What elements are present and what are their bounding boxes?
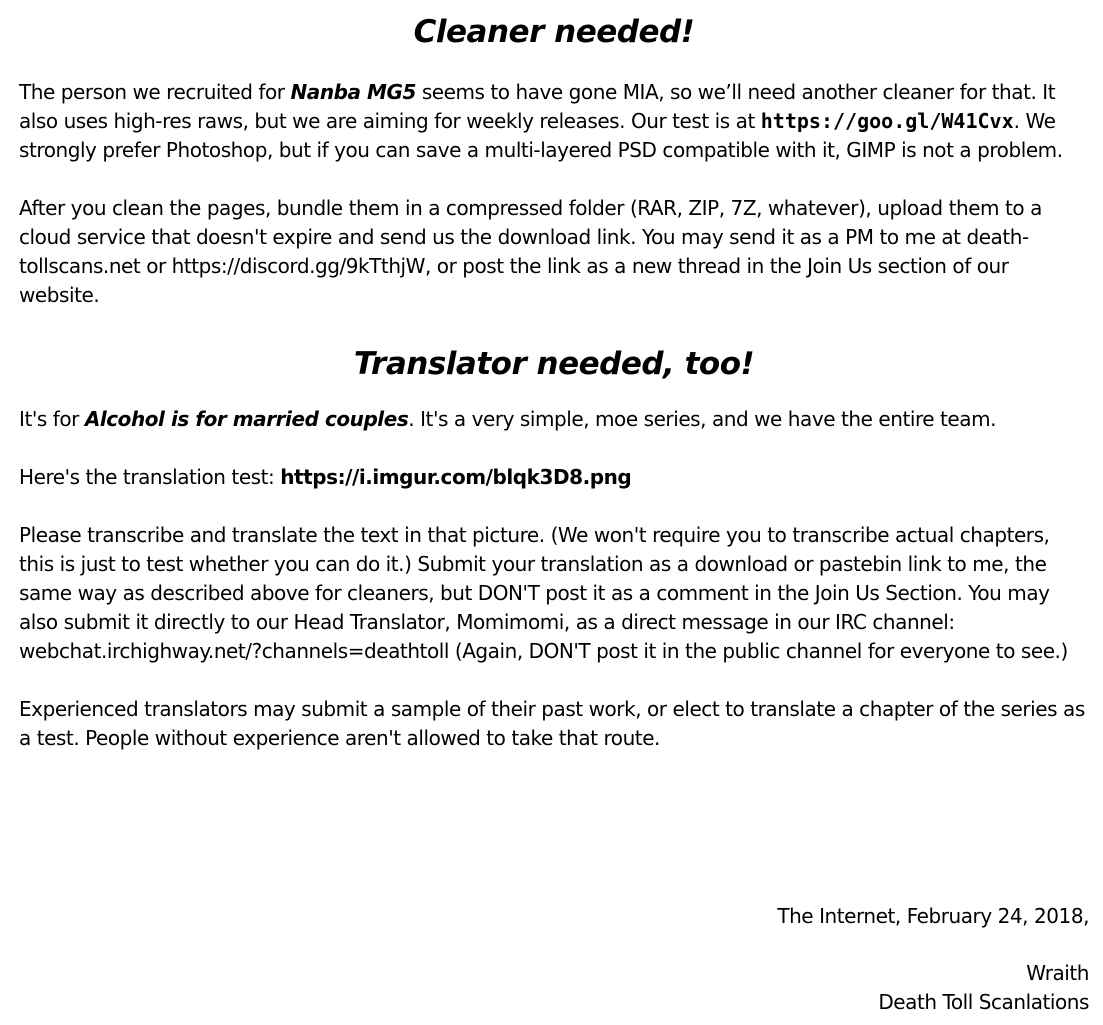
signature-group: Death Toll Scanlations bbox=[878, 990, 1089, 1014]
translator-p1-text-1: It's for bbox=[19, 407, 85, 431]
translator-paragraph-3: Please transcribe and translate the text in that picture. (We won't require you to transcribe actual chapters, this is just to test whether you can do it.) Submit your translation as a download or pastebin link to me, the same way as described above for cleaners, but DON'T post it as a comment in the Join Us Section. You may also submit it directly to our Head Translator, Momimomi, as a direct message in our IRC channel: webchat.irchighway.net/?channels=deathtoll (Again, DON'T post it in the public channel for everyone to see.) bbox=[19, 523, 1068, 663]
cleaner-paragraph-2: After you clean the pages, bundle them in a compressed folder (RAR, ZIP, 7Z, whatever), upload them to a cloud service that doesn't expire and send us the download link. You may send it as a PM to me at deathtollscans.net or https://discord.gg/9kTthjW, or post the link as a new thread in the Join Us section of our website. bbox=[19, 196, 1042, 307]
signature-block bbox=[878, 959, 1089, 1017]
cleaner-test-link[interactable]: https://goo.gl/W41Cvx bbox=[760, 109, 1014, 133]
cleaner-p1-text-1: The person we recruited for bbox=[19, 80, 291, 104]
signature-date: The Internet, February 24, 2018, bbox=[777, 904, 1089, 928]
translation-test-link[interactable]: https://i.imgur.com/blqk3D8.png bbox=[280, 465, 632, 489]
signature-name: Wraith bbox=[1026, 961, 1089, 985]
cleaner-heading: Cleaner needed! bbox=[413, 14, 695, 50]
translator-heading: Translator needed, too! bbox=[353, 346, 755, 382]
translator-p1-text-2: . It's a very simple, moe series, and we have the entire team. bbox=[408, 407, 997, 431]
cleaner-p1-text-2: seems to have gone MIA, so we’ll need another cleaner for that. It also uses high-res raws, but we are aiming for weekly releases. Our test is at bbox=[19, 80, 1056, 133]
translator-p2-text: Here's the translation test: bbox=[19, 465, 281, 489]
cleaner-p1-text-3: . We strongly prefer Photoshop, but if you can save a multi-layered PSD compatible with it, GIMP is not a problem. bbox=[19, 109, 1063, 162]
translator-series-title: Alcohol is for married couples bbox=[84, 407, 409, 431]
translator-paragraph-2 bbox=[19, 463, 1089, 492]
translator-paragraph-1 bbox=[19, 405, 1089, 434]
cleaner-paragraph-1 bbox=[19, 78, 1089, 165]
translator-paragraph-4: Experienced translators may submit a sample of their past work, or elect to translate a chapter of the series as a test. People without experience aren't allowed to take that route. bbox=[19, 697, 1085, 750]
cleaner-series-title: Nanba MG5 bbox=[290, 80, 416, 104]
